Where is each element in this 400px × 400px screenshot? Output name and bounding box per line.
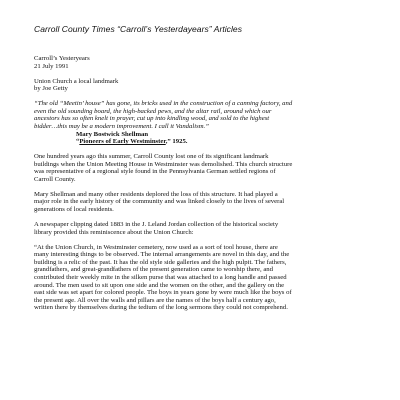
paragraph-line: library provided this reminiscence about the Union Church: (34, 228, 194, 236)
paragraph-line: buildings when the Union Meeting House in Westminster was demolished. This church structure (34, 160, 293, 168)
paragraph-line: the present age. All over the walls and pillars are the names of the boys half a century ago, (34, 296, 276, 304)
paragraph-line: generations of local residents. (34, 206, 114, 214)
quote-attribution-name: Mary Bostwick Shellman (76, 130, 149, 138)
paragraph-line: “At the Union Church, in Westminster cemetery, now used as a sort of tool house, there are (34, 243, 278, 251)
column-name: Carroll’s Yesteryears (34, 55, 90, 62)
paragraph-line: grandfathers, and great-grandfathers of the present generation came to worship there, and (34, 266, 273, 274)
paragraph-line: A newspaper clipping dated 1883 in the J. Leland Jordan collection of the historical society (34, 221, 279, 229)
paragraph (34, 153, 369, 183)
paragraph-line: major role in the early history of the community and was linked closely to the lives of several (34, 198, 285, 206)
paragraph-line: was representative of a regional style found in the Pennsylvania German settled regions of (34, 168, 276, 176)
spacer (34, 183, 369, 190)
article-headline: Union Church a local landmark (34, 77, 119, 85)
article-date: 21 July 1991 (34, 62, 69, 70)
article-byline: by Joe Getty (34, 85, 68, 93)
spacer (34, 146, 369, 153)
spacer (34, 70, 369, 77)
quote-line: bidder…this may be a modern improvement. I call it Vandalism.” (34, 122, 209, 130)
paragraph (34, 244, 369, 312)
spacer (34, 93, 369, 100)
paragraph-line: written there by themselves during the tedium of the long sermons they could not comprehend. (34, 304, 288, 312)
article-body (34, 55, 369, 312)
paragraph (34, 191, 369, 214)
paragraph-line: contributed their weekly mite in the silken purse that was attached to a long handle and passed (34, 274, 287, 281)
paragraph-line: many interesting things to be observed. The internal arrangements are novel in this day, and the (34, 251, 290, 259)
paragraph-line: building is a relic of the past. It has the old style side galleries and the high pulpit. The fathers, (34, 258, 287, 266)
paragraph-line: Carroll County. (34, 175, 76, 183)
paragraph (34, 221, 369, 236)
quote-line: ancestors has so often knelt in prayer, cut up into kindling wood, and sold to the highest (34, 115, 270, 123)
epigraph-quote (34, 100, 369, 130)
paragraph-line: around. The men used to sit upon one side and the women on the other, and the gallery on the (34, 281, 285, 289)
paragraph-line: One hundred years ago this summer, Carroll County lost one of its significant landmark (34, 153, 269, 161)
paragraph-line: Mary Shellman and many other residents deplored the loss of this structure. It had played a (34, 190, 278, 198)
page-header-title: Carroll County Times “Carroll’s Yesterdayears” Articles (34, 24, 242, 34)
spacer (34, 214, 369, 221)
quote-attribution-source (34, 138, 369, 146)
quote-line: “The old “Meetin’ house” has gone, its bricks used in the construction of a canning factory, and (34, 100, 293, 108)
paragraph-line: east side was set apart for colored people. The boys in years gone by were much like the boys of (34, 289, 292, 297)
quote-line: even the old sounding board, the high-backed pews, and the altar rail, around which our (34, 107, 272, 115)
source-close-year: ,” 1925. (165, 138, 188, 146)
source-title: Pioneers of Early Westminster (79, 138, 166, 146)
source-open-quote: “ (76, 138, 80, 146)
spacer (34, 236, 369, 243)
